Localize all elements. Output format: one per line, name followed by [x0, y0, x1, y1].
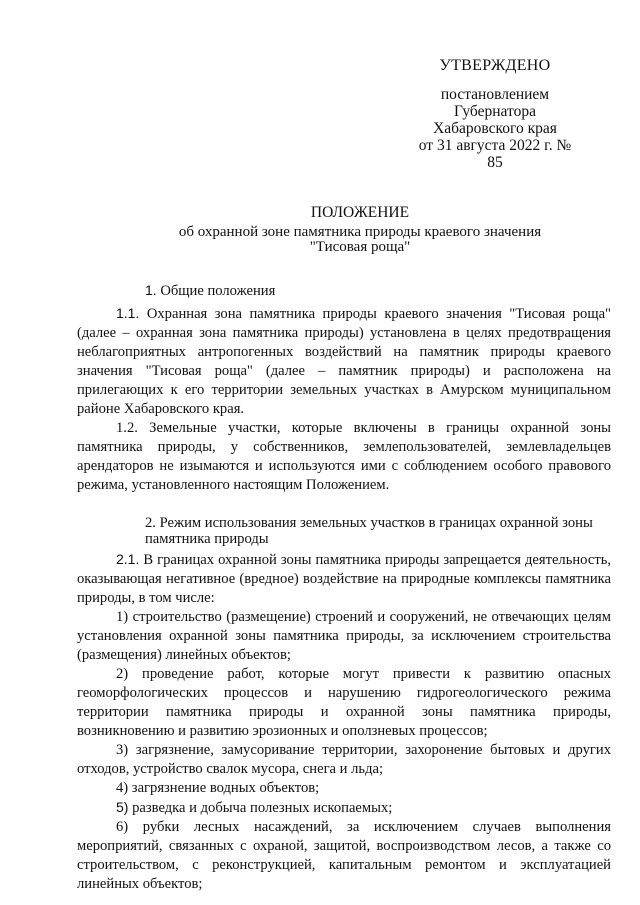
- list-item-4: 4) загрязнение водных объектов;: [116, 780, 320, 796]
- list-item-5-text: разведка и добыча полезных ископаемых;: [128, 800, 393, 816]
- approval-line-4: от 31 августа 2022 г. № 85: [418, 137, 572, 171]
- list-item-6: 6) рубки лесных насаждений, за исключением случаев выполнения мероприятий, связанных с охраной, защитой, воспроизводством лесов, а также со строительством, с реконструкцией, капитальным ремонтом и эксплуатацией линейных объектов;: [77, 819, 611, 892]
- section-1-heading-text: Общие положения: [156, 283, 276, 299]
- approval-line-1: постановлением: [440, 86, 550, 103]
- section-1-number: 1.: [145, 282, 157, 298]
- paragraph-1-1-number: 1.1.: [116, 305, 140, 321]
- list-item-5-number: 5): [116, 799, 129, 815]
- paragraph-2-1-text: В границах охранной зоны памятника природы запрещается деятельность, оказывающая негативное (вредное) воздействие на природные комплексы памятника природы, в том числе:: [77, 552, 611, 606]
- approval-stamp: [415, 57, 575, 171]
- paragraph-2-1-number: 2.1.: [116, 551, 140, 567]
- document-body: [77, 281, 611, 894]
- paragraph-2-1: [77, 550, 611, 608]
- document-title: ПОЛОЖЕНИЕ: [310, 204, 410, 221]
- section-2-heading: 2. Режим использования земельных участков в границах охранной зоны памятника природы: [145, 515, 593, 547]
- approval-line-2: Губернатора: [454, 103, 536, 120]
- list-item-3: 3) загрязнение, замусоривание территории, захоронение бытовых и других отходов, устройство свалок мусора, снега и льда;: [77, 742, 611, 777]
- paragraph-1-1-text: Охранная зона памятника природы краевого значения "Тисовая роща" (далее – охранная зона памятника природы) установлена в целях предотвращения неблагоприятных антропогенных воздействий на памятник природы краевого значения "Тисовая роща" (далее – памятник природы) и расположена на прилегающих к его территории земельных участках в Амурском муниципальном районе Хабаровского края.: [77, 306, 611, 417]
- paragraph-1-2: 1.2. Земельные участки, которые включены в границы охранной зоны памятника природы, у собственников, землепользователей, землевладельцев арендаторов не изымаются и используются ими с соблюдением особого правового режима, установленного настоящим Положением.: [77, 420, 611, 493]
- document-subtitle-1: об охранной зоне памятника природы краевого значения: [178, 224, 542, 240]
- document-subtitle-2: "Тисовая роща": [309, 239, 411, 255]
- list-item-5: [77, 798, 611, 818]
- approved-label: УТВЕРЖДЕНО: [439, 57, 551, 74]
- paragraph-1-1: [77, 304, 611, 419]
- section-1-heading: [77, 281, 611, 301]
- list-item-1: 1) строительство (размещение) строений и сооружений, не отвечающих целям установления охранной зоны памятника природы, за исключением строительства (размещения) линейных объектов;: [77, 609, 611, 663]
- list-item-2: 2) проведение работ, которые могут привести к развитию опасных геоморфологических процессов и нарушению гидрогеологического режима территории памятника природы и охранной зоны памятника природы, возникновению и развитию эрозионных и оползневых процессов;: [77, 666, 611, 739]
- approval-line-3: Хабаровского края: [433, 120, 557, 137]
- document-title-block: [90, 205, 630, 255]
